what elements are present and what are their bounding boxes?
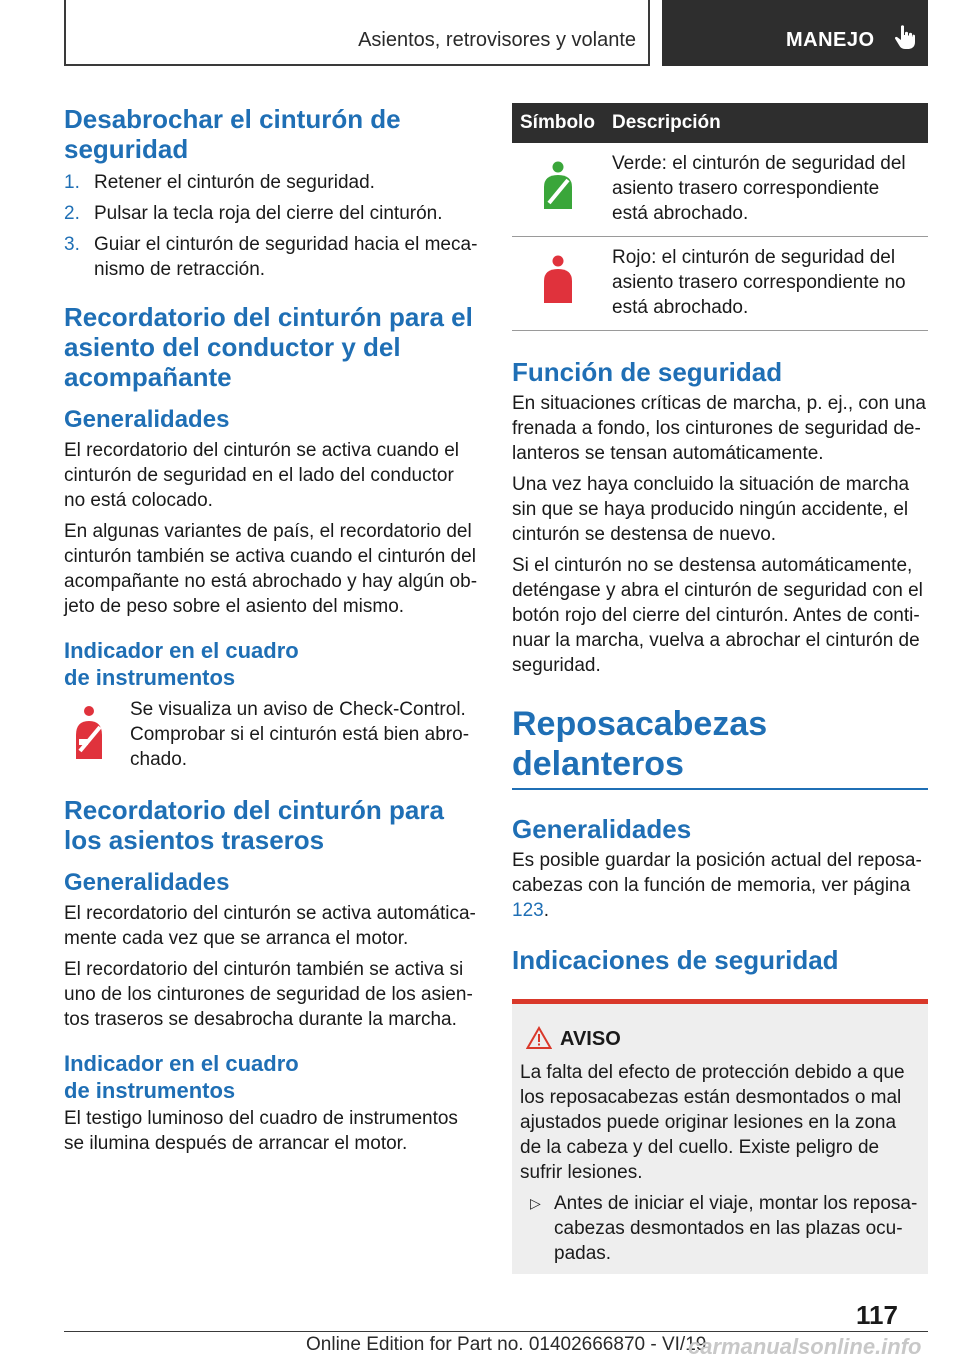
paragraph: Si el cinturón no se destensa automáticamente, deténgase y abra el cinturón de seguridad con el botón rojo del cierre del cinturón. Antes de continuar la marcha, vuelva a abrochar el cinturón de seguridad.: [512, 555, 923, 676]
unbuckle-steps: [64, 170, 478, 282]
warning-title: AVISO: [520, 1026, 920, 1052]
warning-bullet: ▷ Antes de iniciar el viaje, montar los reposacabezas desmontados en las plazas ocupadas.: [530, 1193, 918, 1264]
heading-front-headrests: Reposacabezas delanteros: [512, 704, 928, 790]
heading-safety-notes: Indicaciones de seguridad: [512, 945, 839, 975]
left-column: [64, 100, 478, 1162]
column-header-description: Descripción: [604, 103, 928, 143]
seatbelt-warning-icon: [70, 705, 108, 761]
heading-indicator: Indicador en el cuadro de instrumentos: [64, 638, 299, 690]
paragraph: En algunas variantes de país, el recordatorio del cinturón también se activa cuando el cinturón del acompañante no está abrochado y hay algún objeto de peso sobre el asiento del mismo.: [64, 521, 478, 617]
paragraph: El recordatorio del cinturón también se activa si uno de los cinturones de seguridad de los asientos traseros se desabrocha durante la marcha.: [64, 959, 473, 1030]
list-item: 2. Pulsar la tecla roja del cierre del cinturón.: [64, 203, 443, 224]
paragraph: Es posible guardar la posición actual del reposacabezas con la función de memoria, ver página 123.: [512, 850, 922, 921]
warning-triangle-icon: [526, 1026, 552, 1050]
heading-general: Generalidades: [512, 814, 692, 844]
symbol-table: [512, 103, 928, 331]
symbol-cell: [512, 237, 604, 331]
indicator-text: Se visualiza un aviso de Check-Control. Comprobar si el cinturón está bien abrochado.: [130, 699, 470, 770]
watermark: carmanualsonline.info: [688, 1334, 922, 1359]
table-header-row: [512, 103, 928, 143]
indicator-block: [64, 697, 478, 777]
list-item: 1. Retener el cinturón de seguridad.: [64, 172, 375, 193]
bullet-triangle-icon: ▷: [530, 1195, 541, 1211]
right-column: [512, 103, 928, 1274]
page-number: 117: [856, 1300, 898, 1330]
heading-reminder-front: Recordatorio del cinturón para el asiento del conductor y del acompañante: [64, 302, 473, 392]
chapter-title: MANEJO: [786, 29, 875, 51]
seatbelt-unfastened-icon: [540, 255, 576, 305]
section-tab: [64, 0, 650, 66]
description-cell: Verde: el cinturón de seguridad del asiento trasero correspondiente está abrochado.: [604, 143, 928, 237]
paragraph: Una vez haya concluido la situación de marcha sin que se haya producido ningún accidente, el cinturón se destensa de nuevo.: [512, 474, 910, 545]
warning-text: La falta del efecto de protección debido a que los reposacabezas están desmontados o mal ajustados puede originar lesiones en la zona de la cabeza y del cuello. Existe peligro de sufrir lesiones.: [520, 1062, 905, 1183]
paragraph: El recordatorio del cinturón se activa automáticamente cada vez que se arranca el motor.: [64, 903, 476, 949]
column-header-symbol: Símbolo: [512, 103, 604, 143]
paragraph: El recordatorio del cinturón se activa cuando el cinturón de seguridad en el lado del conductor no está colocado.: [64, 440, 460, 511]
table-row: [512, 143, 928, 237]
heading-general: Generalidades: [64, 406, 230, 433]
heading-indicator: Indicador en el cuadro de instrumentos: [64, 1051, 299, 1103]
paragraph: En situaciones críticas de marcha, p. ej., con una frenada a fondo, los cinturones de seguridad delanteros se tensan automáticamente.: [512, 393, 926, 464]
heading-reminder-rear: Recordatorio del cinturón para los asientos traseros: [64, 795, 444, 855]
warning-box: [512, 999, 928, 1274]
seatbelt-fastened-icon: [540, 161, 576, 211]
page-link[interactable]: 123: [512, 900, 544, 921]
chapter-tab: [662, 0, 928, 66]
heading-general: Generalidades: [64, 869, 230, 896]
list-item: 3. Guiar el cinturón de seguridad hacia el mecanismo de retracción.: [64, 234, 478, 280]
description-cell: Rojo: el cinturón de seguridad del asiento trasero correspondiente no está abrochado.: [604, 237, 928, 331]
table-row: [512, 237, 928, 331]
heading-safety-function: Función de seguridad: [512, 357, 783, 387]
section-title: Asientos, retrovisores y volante: [358, 29, 636, 51]
hand-pointer-icon: [894, 24, 916, 50]
heading-unbuckle-seatbelt: Desabrochar el cinturón de seguridad: [64, 104, 401, 164]
footer-edition: Online Edition for Part no. 01402666870 - VI/19: [306, 1334, 707, 1355]
symbol-cell: [512, 143, 604, 237]
footer-divider: [64, 1331, 928, 1332]
paragraph: El testigo luminoso del cuadro de instrumentos se ilumina después de arrancar el motor.: [64, 1108, 458, 1154]
page-header: [64, 0, 928, 66]
